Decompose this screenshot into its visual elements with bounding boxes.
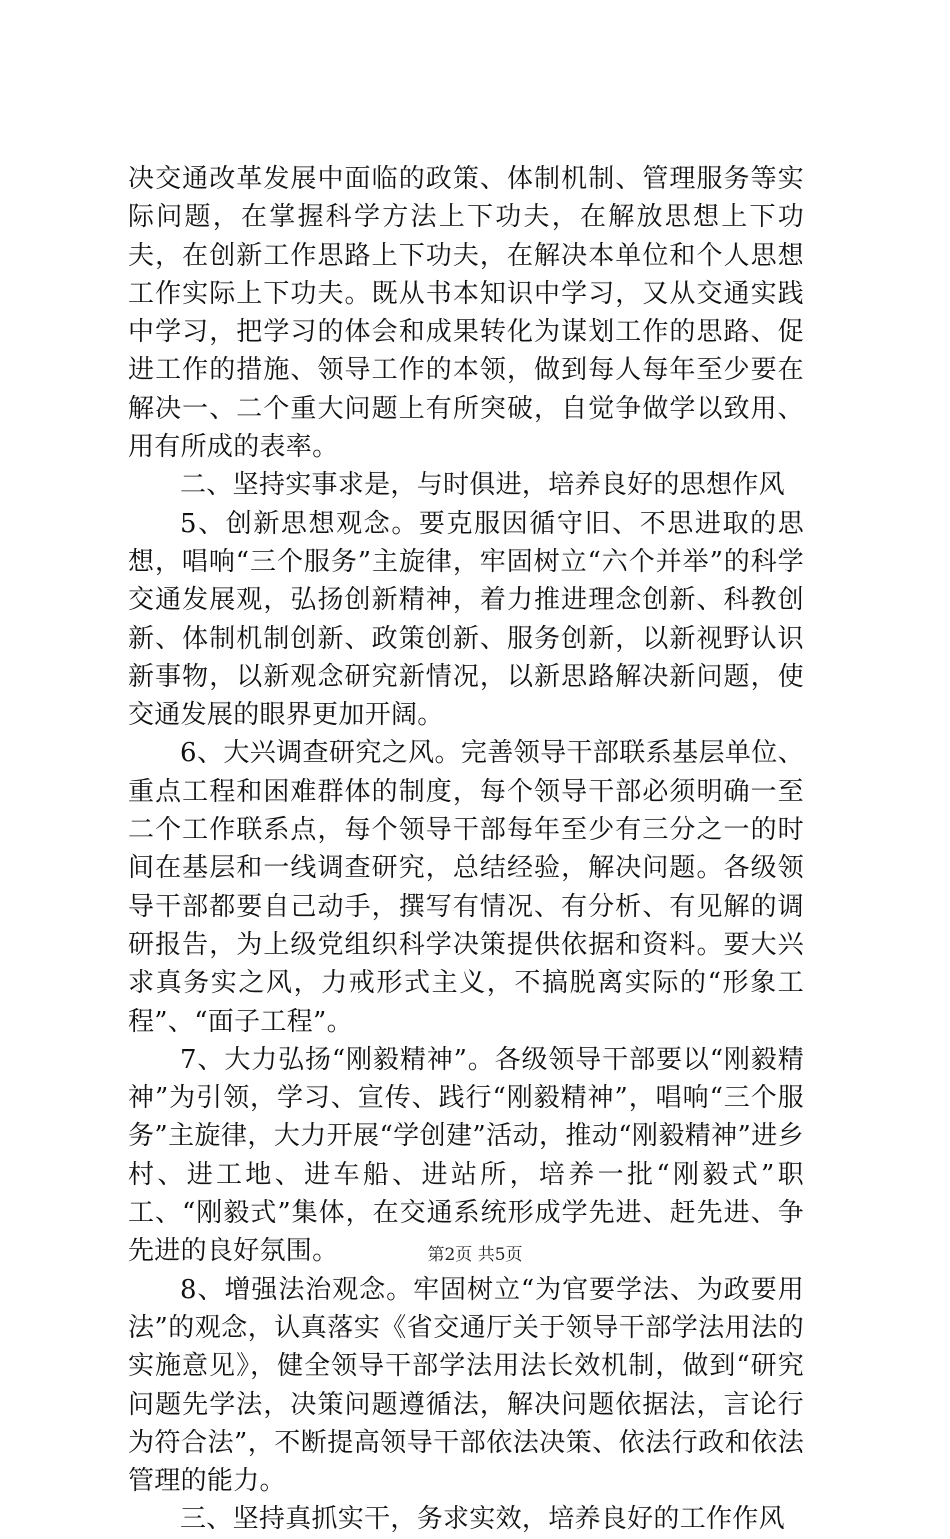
paragraph-continuation: 决交通改革发展中面临的政策、体制机制、管理服务等实际问题，在掌握科学方法上下功夫，在解放思想上下功夫，在创新工作思路上下功夫，在解决本单位和个人思想工作实际上下功夫。既从书本知识中学习，又从交通实践中学习，把学习的体会和成果转化为谋划工作的思路、促进工作的措施、领导工作的本领，做到每人每年至少要在解决一、二个重大问题上有所突破，自觉争做学以致用、用有所成的表率。 xyxy=(128,164,804,463)
paragraph-item-6: 6、大兴调查研究之风。完善领导干部联系基层单位、重点工程和困难群体的制度，每个领导干部必须明确一至二个工作联系点，每个领导干部每年至少有三分之一的时间在基层和一线调查研究，总结经验，解决问题。各级领导干部都要自己动手，撰写有情况、有分析、有见解的调研报告，为上级党组织科学决策提供依据和资料。要大兴求真务实之风，力戒形式主义，不搞脱离实际的“形象工程”、“面子工程”。 xyxy=(128,738,804,1037)
section-heading-3: 三、坚持真抓实干，务求实效，培养良好的工作作风 xyxy=(180,1504,785,1535)
section-heading-2: 二、坚持实事求是，与时俱进，培养良好的思想作风 xyxy=(180,470,785,501)
paragraph-item-5: 5、创新思想观念。要克服因循守旧、不思进取的思想，唱响“三个服务”主旋律，牢固树立“六个并举”的科学交通发展观，弘扬创新精神，着力推进理念创新、科教创新、体制机制创新、政策创新、服务创新，以新视野认识新事物，以新观念研究新情况，以新思路解决新问题，使交通发展的眼界更加开阔。 xyxy=(128,508,804,731)
paragraph-item-7: 7、大力弘扬“刚毅精神”。各级领导干部要以“刚毅精神”为引领，学习、宣传、践行“刚毅精神”，唱响“三个服务”主旋律，大力开展“学创建”活动，推动“刚毅精神”进乡村、进工地、进车船、进站所，培养一批“刚毅式”职工、“刚毅式”集体，在交通系统形成学先进、赶先进、争先进的良好氛围。 xyxy=(128,1044,804,1267)
page-number: 第2页 共5页 xyxy=(427,1245,523,1265)
paragraph-item-8: 8、增强法治观念。牢固树立“为官要学法、为政要用法”的观念，认真落实《省交通厅关于领导干部学法用法的实施意见》，健全领导干部学法用法长效机制，做到“研究问题先学法，决策问题遵循法，解决问题依据法，言论行为符合法”，不断提高领导干部依法决策、依法行政和依法管理的能力。 xyxy=(128,1274,804,1497)
document-body xyxy=(128,160,804,1539)
